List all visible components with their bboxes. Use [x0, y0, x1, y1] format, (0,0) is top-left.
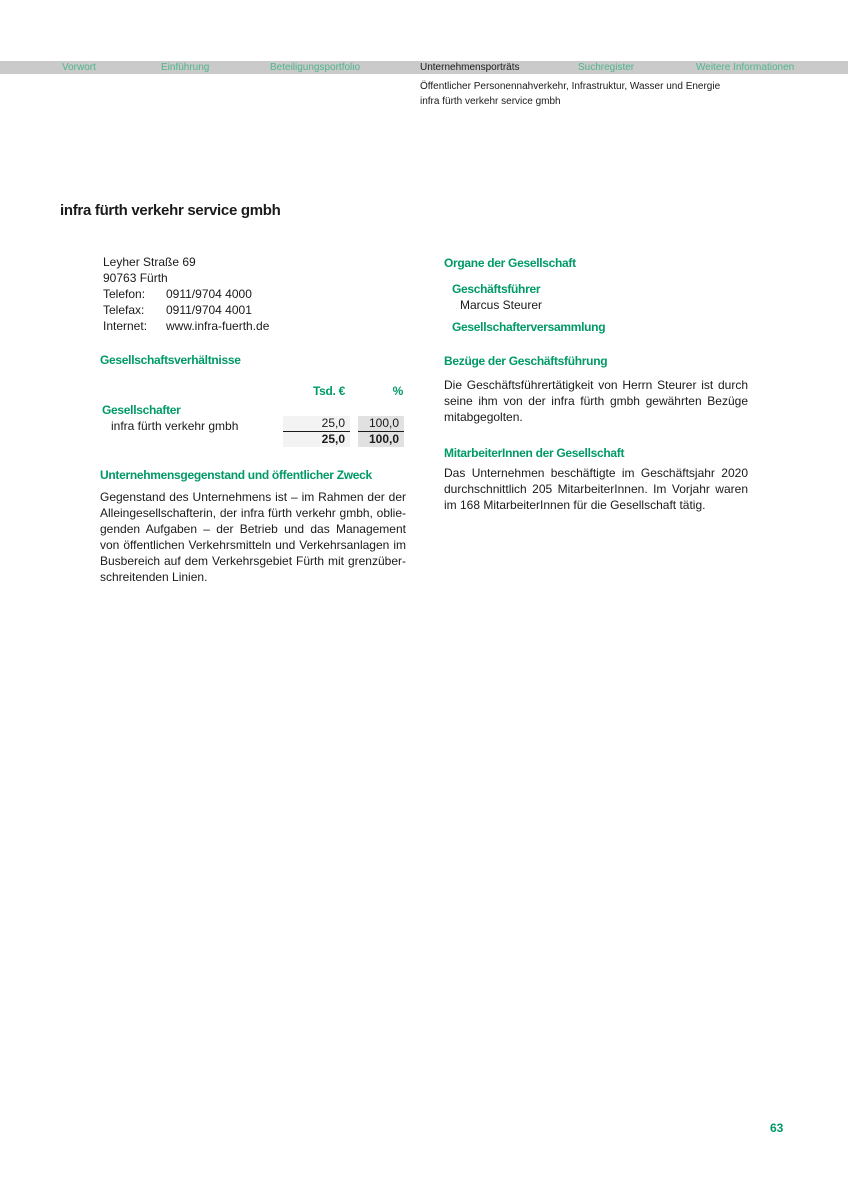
employees-body: Das Unternehmen beschäftigte im Geschäftsjahr 2020 durchschnittlich 205 MitarbeiterInnen. Im Vorjahr waren im 168 MitarbeiterInnen für die Gesellschaft tätig.	[444, 466, 748, 512]
total-tsd-value: 25,0	[321, 432, 345, 446]
page-title: infra fürth verkehr service gmbh	[60, 202, 281, 219]
contact-website	[103, 318, 269, 334]
nav-item-einfuehrung[interactable]: Einführung	[161, 62, 210, 73]
organs-role-gesellschafterversammlung: Gesellschafterversammlung	[452, 320, 606, 334]
contact-block	[103, 254, 269, 334]
organs-heading: Organe der Gesellschaft	[444, 256, 576, 270]
organs-person-name: Marcus Steurer	[460, 298, 543, 312]
ownership-col-percent: %	[392, 384, 403, 398]
shareholder-name: infra fürth verkehr gmbh	[111, 419, 239, 433]
shareholder-pct-value: 100,0	[358, 416, 404, 432]
organs-role-geschaeftsfuehrer: Geschäftsführer	[452, 282, 541, 296]
nav-item-beteiligungsportfolio[interactable]: Beteiligungsportfolio	[270, 62, 361, 73]
ownership-table-col-pct	[358, 416, 404, 447]
page-number: 63	[770, 1121, 784, 1135]
employees-heading: MitarbeiterInnen der Gesellschaft	[444, 446, 625, 460]
purpose-heading: Unternehmensgegenstand und öffentlicher Zweck	[100, 468, 372, 482]
top-nav-bar	[0, 61, 848, 74]
nav-item-weitere-informationen[interactable]: Weitere Informationen	[696, 62, 795, 73]
contact-website-link[interactable]: www.infra-fuerth.de	[166, 319, 270, 333]
contact-fax	[103, 302, 269, 318]
remuneration-heading: Bezüge der Geschäftsführung	[444, 354, 608, 368]
nav-item-unternehmensportraets[interactable]: Unternehmensporträts	[420, 62, 520, 73]
ownership-heading: Gesellschaftsverhältnisse	[100, 353, 241, 367]
contact-phone	[103, 286, 269, 302]
ownership-col-currency: Tsd. €	[313, 384, 345, 398]
nav-item-vorwort[interactable]: Vorwort	[62, 62, 96, 73]
contact-website-label: Internet:	[103, 319, 148, 333]
nav-item-suchregister[interactable]: Suchregister	[578, 62, 635, 73]
contact-phone-value: 0911/9704 4000	[166, 287, 252, 301]
ownership-table-col-tsd	[283, 416, 350, 447]
contact-fax-value: 0911/9704 4001	[166, 303, 252, 317]
contact-fax-label: Telefax:	[103, 303, 145, 317]
breadcrumb	[420, 79, 720, 109]
remuneration-body: Die Geschäftsführertätigkeit von Herrn Steurer ist durch seine ihm von der infra fürth gmbh gewährten Bezüge mitabgegolten.	[444, 378, 748, 424]
breadcrumb-category: Öffentlicher Personennahverkehr, Infrastruktur, Wasser und Energie	[420, 81, 721, 92]
ownership-group-label: Gesellschafter	[102, 403, 181, 417]
total-pct-value: 100,0	[368, 432, 399, 446]
breadcrumb-company: infra fürth verkehr service gmbh	[420, 96, 561, 107]
purpose-body: Gegenstand des Unternehmens ist – im Rahmen der der Alleingesellschafterin, der infra fürth verkehr gmbh, obliegenden Aufgaben – der Betrieb und das Management von öffentlichen Verkehrsmitteln und Verkehrsanlagen im Busbereich auf dem Verkehrsgebiet Fürth mit grenzüberschreitenden Linien.	[100, 490, 406, 584]
contact-street: Leyher Straße 69	[103, 255, 196, 269]
shareholder-tsd-value: 25,0	[283, 416, 350, 432]
contact-phone-label: Telefon:	[103, 287, 146, 301]
contact-city: 90763 Fürth	[103, 271, 168, 285]
